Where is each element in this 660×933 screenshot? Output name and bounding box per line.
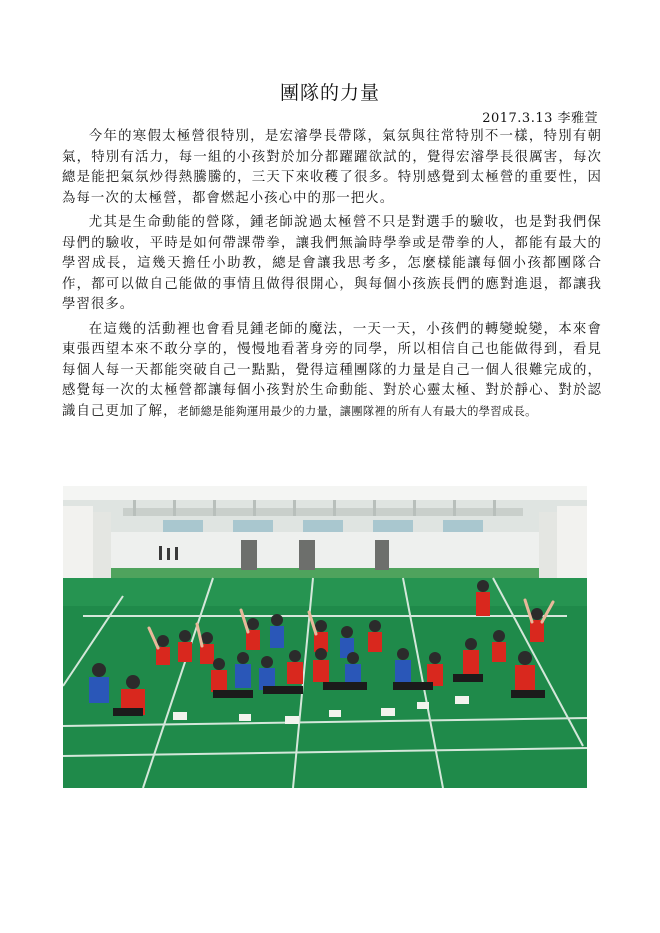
paragraph-1: 今年的寒假太極營很特別，是宏濬學長帶隊，氣氛與往常特別不一樣，特別有朝氣，特別有活力，每一組的小孩對於加分都躍躍欲試的，覺得宏濬學長很厲害，每次總是能把氣氛炒得熱騰騰的，三天下來收穫了很多。特別感覺到太極營的重要性，因為每一次的太極營，都會燃起小孩心中的那一把火。 [62, 129, 602, 206]
document-title: 團隊的力量 [279, 82, 380, 104]
paragraph-3-main: 在這幾的活動裡也會看見鍾老師的魔法，一天一天，小孩們的轉變蛻變，本來會東張西望本來不敢分享的，慢慢地看著身旁的同學，所以相信自己也能做得到，看見每個人每一天都能突破自己一點點，覺得這種團隊的力量是自己一個人很難完成的，感覺每一次的太極營都讓每個小孩對於生命動能、對於心靈太極、對於靜心、對於認識自己更加了解， [62, 321, 602, 419]
group-photo-illustration [63, 486, 587, 788]
date-author-line: 2017.3.13 李雅萱 [482, 111, 598, 126]
paragraph-3 [62, 320, 602, 423]
group-photo [63, 486, 587, 788]
paragraph-3-small: 老師總是能夠運用最少的力量，讓團隊裡的所有人有最大的學習成長。 [177, 404, 537, 418]
document-body [62, 127, 602, 426]
paragraph-2: 尤其是生命動能的營隊，鍾老師說過太極營不只是對選手的驗收，也是對我們保母們的驗收，平時是如何帶課帶拳，讓我們無論時學拳或是帶拳的人，都能有最大的學習成長，這幾天擔任小助教，總是會讓我思考多，怎麼樣能讓每個小孩都團隊合作，都可以做自己能做的事情且做得很開心，與每個小孩族長們的應對進退，都讓我學習很多。 [62, 215, 602, 312]
